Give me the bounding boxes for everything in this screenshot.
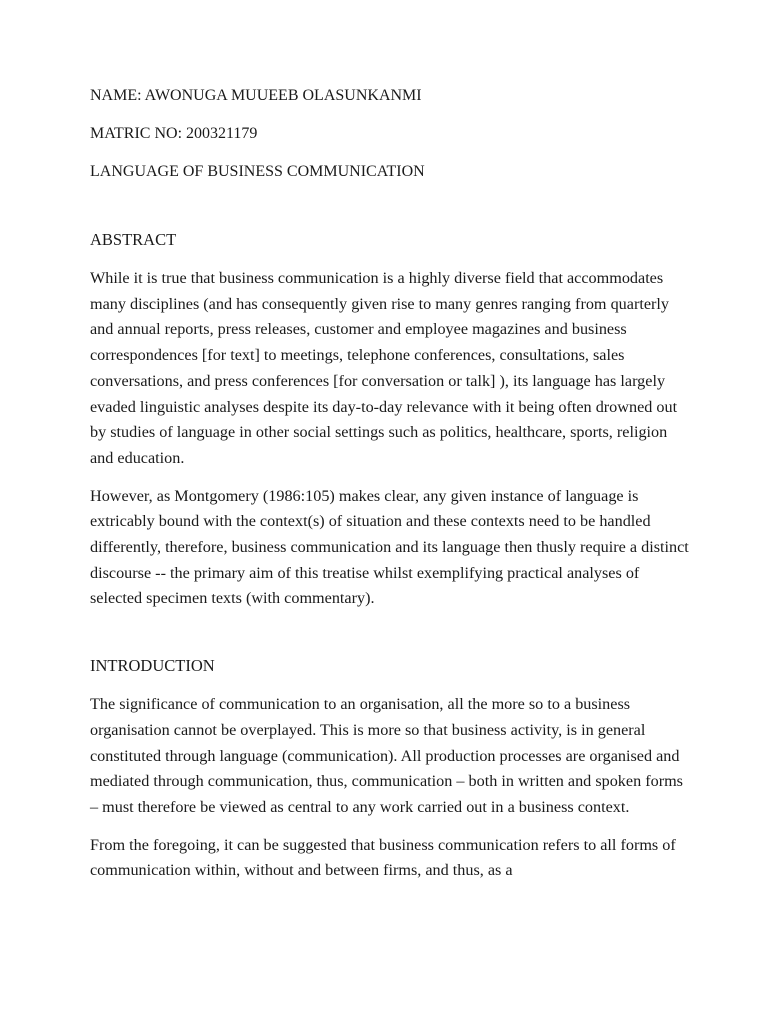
document-body [90, 84, 690, 896]
introduction-heading [90, 654, 690, 678]
abstract-paragraph-2: However, as Montgomery (1986:105) makes clear, any given instance of language is extricably bound with the context(s) of situation and these contexts need to be handled differently, therefore, business communication and its language then thusly require a distinct discourse -- the primary aim of this treatise whilst exemplifying practical analyses of selected specimen texts (with commentary). [90, 486, 689, 608]
course-title: LANGUAGE OF BUSINESS COMMUNICATION [90, 163, 425, 180]
matric-number: MATRIC NO: 200321179 [90, 125, 258, 142]
introduction-heading-text: INTRODUCTION [90, 656, 215, 676]
abstract-heading [90, 228, 690, 252]
introduction-paragraph-1: The significance of communication to an organisation, all the more so to a business organisation cannot be overplayed. This is more so that business activity, is in general constituted through language (communication). All production processes are organised and mediated through communication, thus, communication – both in written and spoken forms – must therefore be viewed as central to any work carried out in a business context. [90, 695, 683, 816]
abstract-heading-text: ABSTRACT [90, 230, 177, 249]
abstract-paragraph-1: While it is true that business communication is a highly diverse field that accommodates many disciplines (and has consequently given rise to many genres ranging from quarterly and annual reports, press releases, customer and employee magazines and business correspondences [for text] to meetings, telephone conferences, consultations, sales conversations, and press conferences [for conversation or talk] ), its language has largely evaded linguistic analyses despite its day-to-day relevance with it being often drowned out by studies of language in other social settings such as politics, healthcare, sports, religion and education. [90, 269, 678, 467]
introduction-paragraph-2: From the foregoing, it can be suggested that business communication refers to all forms of communication within, without and between firms, and thus, as a [90, 835, 676, 880]
student-name: NAME: AWONUGA MUUEEB OLASUNKANMI [90, 87, 422, 104]
